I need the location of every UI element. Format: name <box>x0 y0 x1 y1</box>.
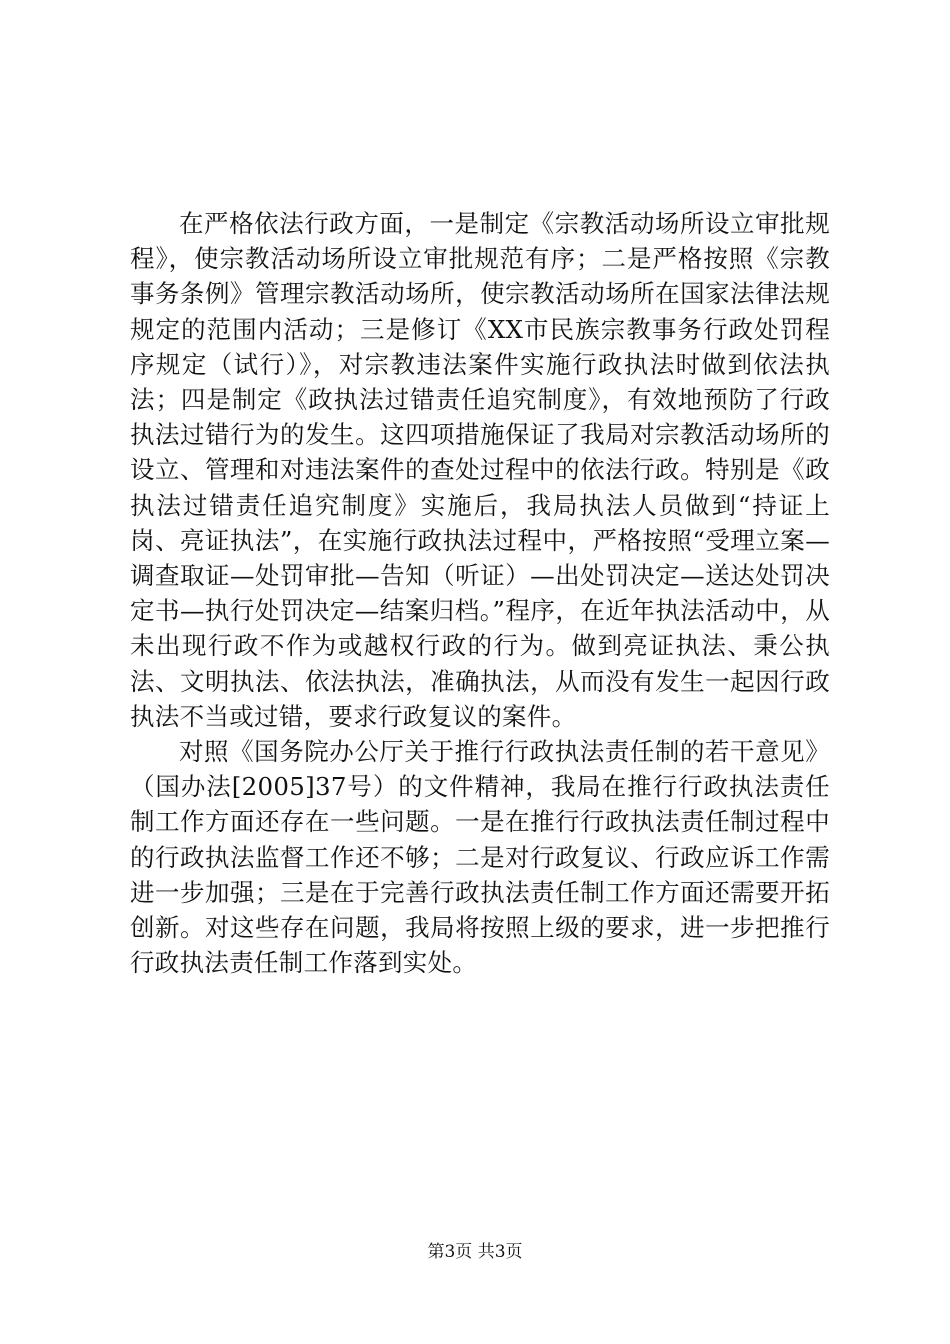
paragraph-1: 在严格依法行政方面，一是制定《宗教活动场所设立审批规程》，使宗教活动场所设立审批规范有序；二是严格按照《宗教事务条例》管理宗教活动场所，使宗教活动场所在国家法律法规规定的范围内活动；三是修订《XX市民族宗教事务行政处罚程序规定（试行）》，对宗教违法案件实施行政执法时做到依法执法；四是制定《政执法过错责任追究制度》，有效地预防了行政执法过错行为的发生。这四项措施保证了我局对宗教活动场所的设立、管理和对违法案件的查处过程中的依法行政。特别是《政执法过错责任追究制度》实施后，我局执法人员做到“持证上岗、亮证执法”，在实施行政执法过程中，严格按照“受理立案—调查取证—处罚审批—告知（听证）—出处罚决定—送达处罚决定书—执行处罚决定—结案归档。”程序，在近年执法活动中，从未出现行政不作为或越权行政的行为。做到亮证执法、秉公执法、文明执法、依法执法，准确执法，从而没有发生一起因行政执法不当或过错，要求行政复议的案件。 <box>130 209 830 731</box>
document-body <box>130 206 830 980</box>
paragraph-2: 对照《国务院办公厅关于推行行政执法责任制的若干意见》（国办法[2005]37号）的文件精神，我局在推行行政执法责任制工作方面还存在一些问题。一是在推行行政执法责任制过程中的行政执法监督工作还不够；二是对行政复议、行政应诉工作需进一步加强；三是在于完善行政执法责任制工作方面还需要开拓创新。对这些存在问题，我局将按照上级的要求，进一步把推行行政执法责任制工作落到实处。 <box>130 737 830 978</box>
page-number-footer: 第3页 共3页 <box>427 1242 523 1262</box>
